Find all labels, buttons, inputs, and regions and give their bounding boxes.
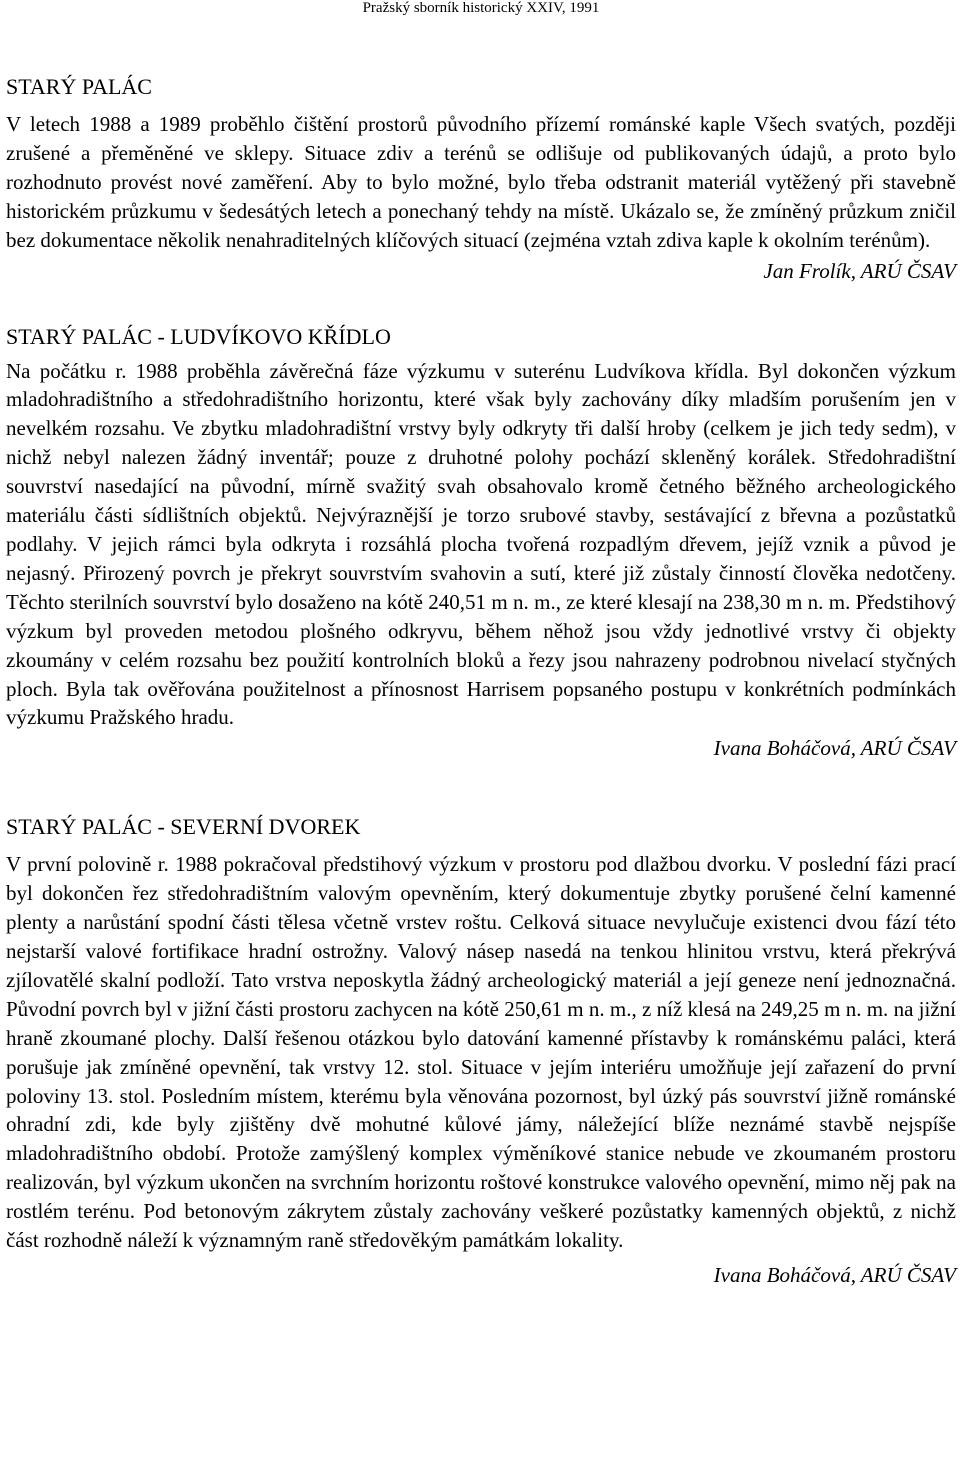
section-heading: STARÝ PALÁC - LUDVÍKOVO KŘÍDLO: [6, 323, 391, 349]
section-heading: STARÝ PALÁC - SEVERNÍ DVOREK: [6, 814, 361, 840]
section-heading: STARÝ PALÁC: [6, 74, 152, 99]
author-signature: Ivana Boháčová, ARÚ ČSAV: [713, 736, 956, 761]
running-header: Pražský sborník historický XXIV, 1991: [362, 0, 600, 16]
document-page: [6, 0, 956, 1289]
section-paragraph: Na počátku r. 1988 proběhla závěrečná fáze výzkumu v suterénu Ludvíkova křídla. Byl dokončen výzkum mladohradištního a středohradištního horizontu, které však byly zachovány díky mladším porušením jen v nevelkém rozsahu. Ve zbytku mladohradištní vrstvy byly odkryty tři další hroby (celkem je jich tedy sedm), v nichž nebyl nalezen žádný inventář; pouze z druhotné polohy pochází skleněný korálek. Středohradištní souvrství nasedající na původní, mírně svažitý svah obsahovalo kromě četného běžného archeologického materiálu části sídlištních objektů. Nejvýraznější je torzo srubové stavby, sestávající z břevna a pozůstatků podlahy. V jejich rámci byla odkryta i rozsáhlá plocha tvořená rozpadlým dřevem, jejíž vznik a původ je nejasný. Přirozený povrch je překryt souvrstvím svahovin a sutí, které již zůstaly činností člověka nedotčeny. Těchto sterilních souvrství bylo dosaženo na kótě 240,51 m n. m., ze které klesají na 238,30 m n. m. Předstihový výzkum byl proveden metodou plošného odkryvu, během něhož jsou vždy jednotlivé vrstvy či objekty zkoumány v celém rozsahu bez použití kontrolních bloků a řezy jsou nahrazeny podrobnou nivelací styčných ploch. Byla tak ověřována použitelnost a přínosnost Harrisem popsaného postupu v konkrétních podmínkách výzkumu Pražského hradu.: [6, 358, 956, 730]
author-signature: Ivana Boháčová, ARÚ ČSAV: [713, 1263, 956, 1287]
section-paragraph: V první polovině r. 1988 pokračoval předstihový výzkum v prostoru pod dlažbou dvorku. V poslední fázi prací byl dokončen řez středohradištním valovým opevněním, který dokumentuje zbytky porušené čelní kamenné plenty a narůstání spodní části tělesa včetně vrstev roštu. Celková situace nevylučuje existenci dvou fází této nejstarší valové fortifikace hradní ostrožny. Valový násep nasedá na tenkou hlinitou vrstvu, která překrývá zjílovatělé skalní podloží. Tato vrstva neposkytla žádný archeologický materiál a její geneze není jednoznačná. Původní povrch byl v jižní části prostoru zachycen na kótě 250,61 m n. m., z níž klesá na 249,25 m n. m. na jižní hraně zkoumané plochy. Další řešenou otázkou bylo datování kamenné přístavby k románskému paláci, která porušuje jak zmíněné opevnění, tak vrstvy 12. stol. Situace v jejím interiéru umožňuje její zařazení do první poloviny 13. stol. Posledním místem, kterému byla věnována pozornost, byl úzký pás souvrství jižně románské ohradní zdi, kde byly zjištěny dvě mohutné kůlové jámy, náležející blíže neznámé stavbě nejspíše mladohradištního období. Protože zamýšlený komplex výměníkové stanice nebude ve zkoumaném prostoru realizován, byl výzkum ukončen na svrchním horizontu roštové konstrukce valového opevnění, mimo něj pak na rostlém terénu. Pod betonovým zákrytem zůstaly zachovány veškeré pozůstatky kamenných objektů, z nichž část rozhodně náleží k významným raně středověkým památkám lokality.: [6, 852, 956, 1253]
section-paragraph: V letech 1988 a 1989 proběhlo čištění prostorů původního přízemí románské kaple Všech svatých, později zrušené a přeměněné ve sklepy. Situace zdiv a terénů se odlišuje od publikovaných údajů, a proto bylo rozhodnuto provést nové zaměření. Aby to bylo možné, bylo třeba odstranit materiál vytěžený při stavebně historickém průzkumu v šedesátých letech a ponechaný tehdy na místě. Ukázalo se, že zmíněný průzkum zničil bez dokumentace několik nenahraditelných klíčových situací (zejména vztah zdiva kaple k okolním terénům).: [6, 112, 956, 252]
author-signature: Jan Frolík, ARÚ ČSAV: [763, 258, 956, 283]
